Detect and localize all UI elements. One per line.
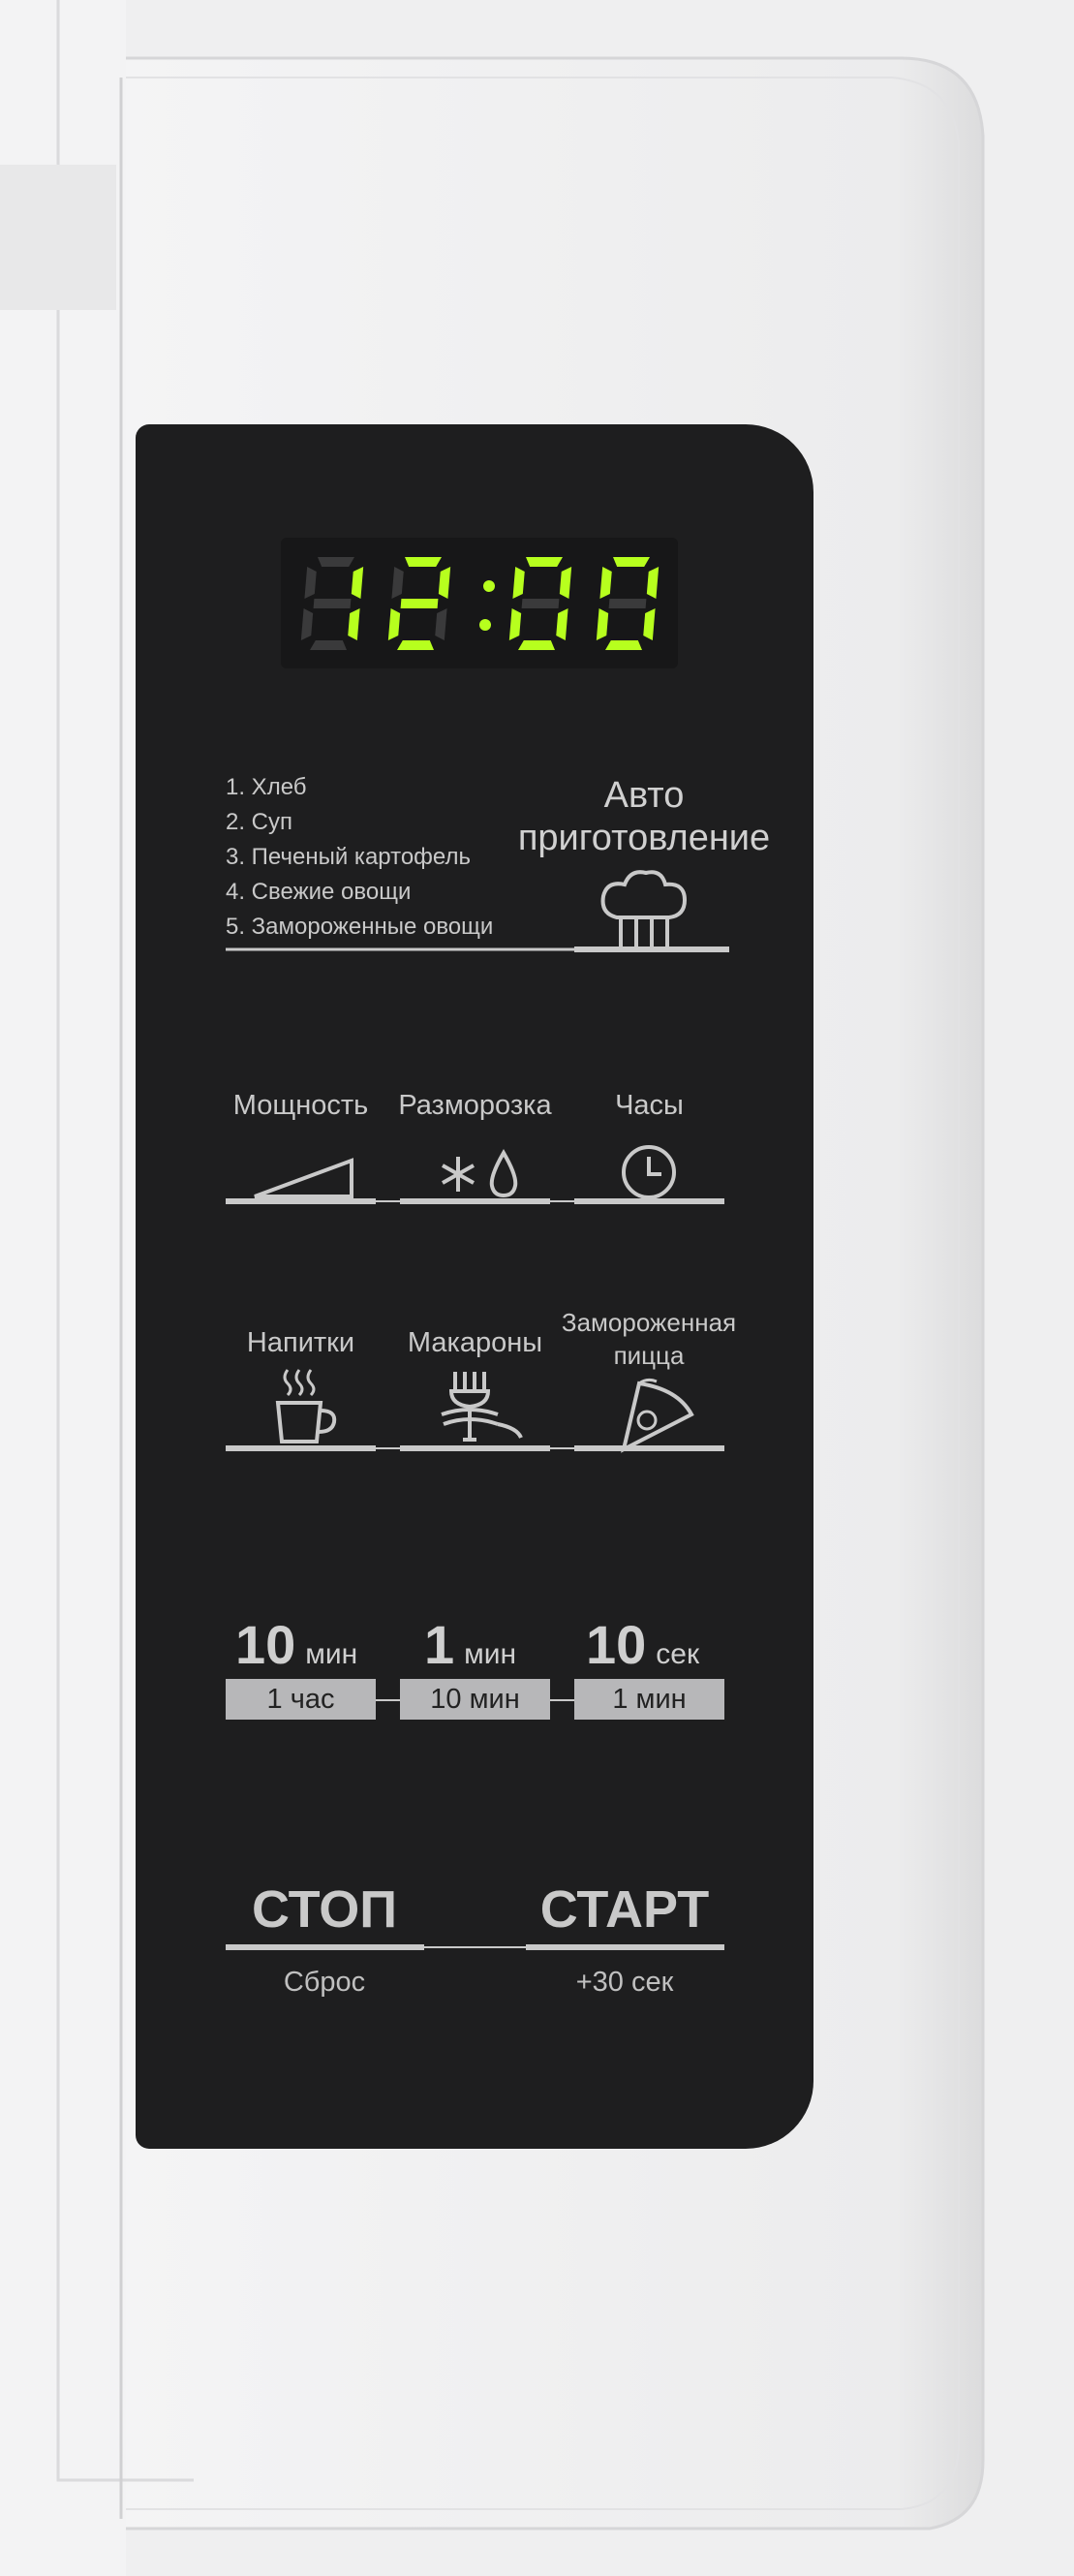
display-segment [435, 608, 446, 640]
display-segment [518, 640, 555, 650]
drinks-button[interactable] [226, 1322, 376, 1453]
display-segment [522, 599, 560, 608]
clock-button[interactable] [574, 1085, 724, 1211]
display-segment [314, 599, 352, 608]
pasta-button[interactable] [400, 1322, 550, 1453]
display-segment [405, 557, 442, 567]
display-segment [599, 567, 611, 599]
time-value: 10 [235, 1614, 296, 1675]
display-segment [318, 557, 354, 567]
auto-cook-label: Авто [603, 775, 685, 816]
auto-menu-item: 5. Замороженные овощи [226, 914, 494, 940]
pasta-label: Макароны [407, 1327, 543, 1358]
stop-sub-label: Сброс [283, 1967, 366, 1998]
display-segment [401, 599, 439, 608]
pizza-slice-icon [610, 1376, 707, 1453]
clock-label: Часы [615, 1090, 684, 1121]
clock-icon [615, 1143, 683, 1203]
time-display [281, 538, 678, 668]
time-connector [226, 1697, 729, 1703]
pasta-fork-icon [434, 1366, 531, 1448]
power-ramp-icon [245, 1153, 361, 1201]
display-segment [605, 640, 642, 650]
time-unit: сек [656, 1638, 700, 1670]
chef-hat-icon [596, 867, 692, 954]
pizza-label: Замороженная [561, 1308, 737, 1337]
display-segment [397, 640, 434, 650]
display-segment [609, 599, 647, 608]
display-segment [348, 608, 359, 640]
display-segment [310, 640, 347, 650]
power-label: Мощность [232, 1090, 369, 1121]
start-button[interactable]: СТАРТ [539, 1880, 710, 1939]
time-value: 1 [424, 1614, 455, 1675]
auto-menu-item: 3. Печеный картофель [226, 844, 471, 870]
time-key-1min[interactable] [424, 1613, 516, 1676]
auto-menu-item: 2. Суп [226, 809, 293, 835]
frozen-pizza-button[interactable] [552, 1308, 746, 1453]
display-segment [526, 557, 563, 567]
row1-underline [226, 1196, 729, 1206]
time-unit: мин [464, 1638, 517, 1670]
display-segment [512, 567, 524, 599]
display-segment [352, 567, 363, 599]
drinks-label: Напитки [246, 1327, 355, 1358]
display-segment [509, 608, 521, 640]
display-colon [479, 619, 491, 631]
defrost-icon [424, 1143, 531, 1201]
defrost-button[interactable] [400, 1085, 550, 1211]
display-segment [391, 567, 403, 599]
time-key-10min[interactable] [235, 1613, 357, 1676]
start-sub-label: +30 сек [575, 1967, 674, 1998]
coffee-cup-icon [266, 1366, 344, 1448]
display-segment [304, 567, 316, 599]
power-button[interactable] [226, 1085, 376, 1211]
defrost-label: Разморозка [398, 1090, 552, 1121]
display-segment [643, 608, 655, 640]
stop-button[interactable]: СТОП [251, 1880, 398, 1939]
auto-menu-item: 4. Свежие овощи [226, 879, 412, 905]
display-segment [439, 567, 450, 599]
auto-cook-label: приготовление [517, 818, 771, 858]
auto-cook-button[interactable] [499, 775, 789, 964]
display-segment [556, 608, 568, 640]
time-alt-label: 1 мин [574, 1679, 724, 1720]
display-segment [388, 608, 400, 640]
display-segment [647, 567, 659, 599]
pizza-label: пицца [613, 1341, 685, 1370]
auto-underline [226, 945, 729, 954]
time-key-10sec[interactable] [586, 1613, 699, 1676]
row2-underline [226, 1443, 729, 1453]
time-unit: мин [305, 1638, 358, 1670]
time-alt-label: 10 мин [400, 1679, 550, 1720]
stop-start-underline [226, 1942, 729, 1952]
display-colon [483, 580, 495, 592]
display-segment [560, 567, 571, 599]
display-segment [613, 557, 650, 567]
auto-menu-item: 1. Хлеб [226, 774, 307, 800]
display-segment [301, 608, 313, 640]
time-value: 10 [586, 1614, 647, 1675]
display-segment [597, 608, 608, 640]
time-alt-label: 1 час [226, 1679, 376, 1720]
